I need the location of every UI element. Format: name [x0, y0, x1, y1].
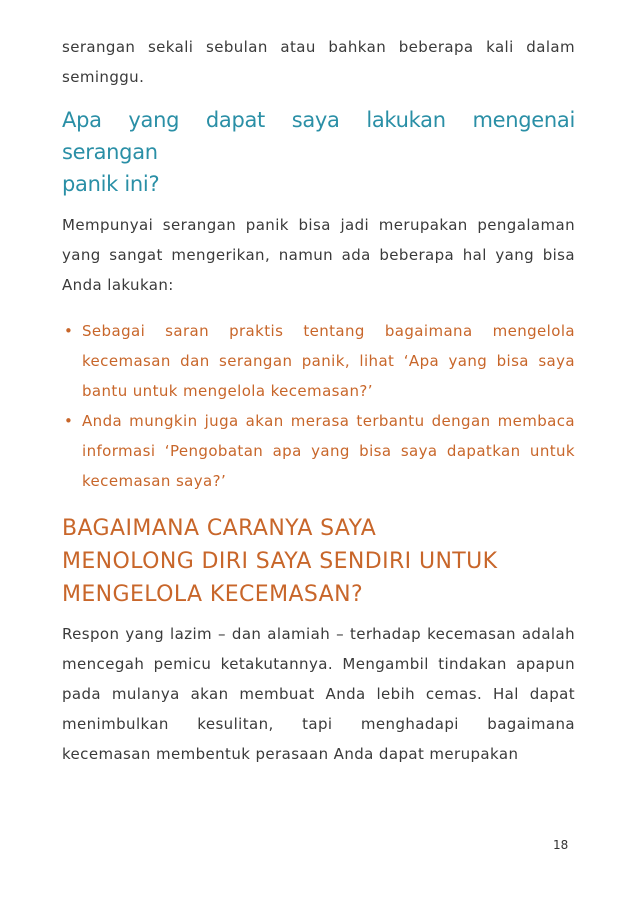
- section-heading-line-3: MENGELOLA KECEMASAN?: [62, 582, 364, 607]
- bullet-item: [62, 406, 575, 496]
- bullet-text: Anda mungkin juga akan merasa terbantu dengan membaca informasi ‘Pengobatan apa yang bisa saya dapatkan untuk kecemasan saya?’: [82, 412, 575, 490]
- bullet-list: [62, 316, 575, 496]
- intro-paragraph: Mempunyai serangan panik bisa jadi merupakan pengalaman yang sangat mengerikan, namun ada beberapa hal yang bisa Anda lakukan:: [62, 216, 575, 294]
- bullet-item: [62, 316, 575, 406]
- question-heading-line-1: Apa yang dapat saya lakukan mengenai serangan: [62, 108, 575, 164]
- top-paragraph: [62, 32, 575, 92]
- top-paragraph-line-2: seminggu.: [62, 68, 145, 86]
- bullet-marker: •: [64, 412, 74, 430]
- section-heading-line-2: MENOLONG DIRI SAYA SENDIRI UNTUK: [62, 549, 498, 574]
- bullet-marker: •: [64, 322, 74, 340]
- page-content: [62, 32, 575, 769]
- bullet-text: Sebagai saran praktis tentang bagaimana mengelola kecemasan dan serangan panik, lihat ‘Apa yang bisa saya bantu untuk mengelola kecemasan?’: [82, 322, 575, 400]
- top-paragraph-line-1: serangan sekali sebulan atau bahkan beberapa kali dalam: [62, 38, 575, 56]
- question-heading-line-2: panik ini?: [62, 172, 160, 196]
- section-heading: [62, 512, 575, 611]
- question-heading: [62, 104, 575, 200]
- page-number: 18: [553, 838, 569, 852]
- body-paragraph: Respon yang lazim – dan alamiah – terhadap kecemasan adalah mencegah pemicu ketakutannya. Mengambil tindakan apapun pada mulanya akan membuat Anda lebih cemas. Hal dapat menimbulkan kesulitan, tapi menghadapi bagaimana kecemasan membentuk perasaan Anda dapat merupakan: [62, 625, 575, 763]
- section-heading-line-1: BAGAIMANA CARANYA SAYA: [62, 516, 377, 541]
